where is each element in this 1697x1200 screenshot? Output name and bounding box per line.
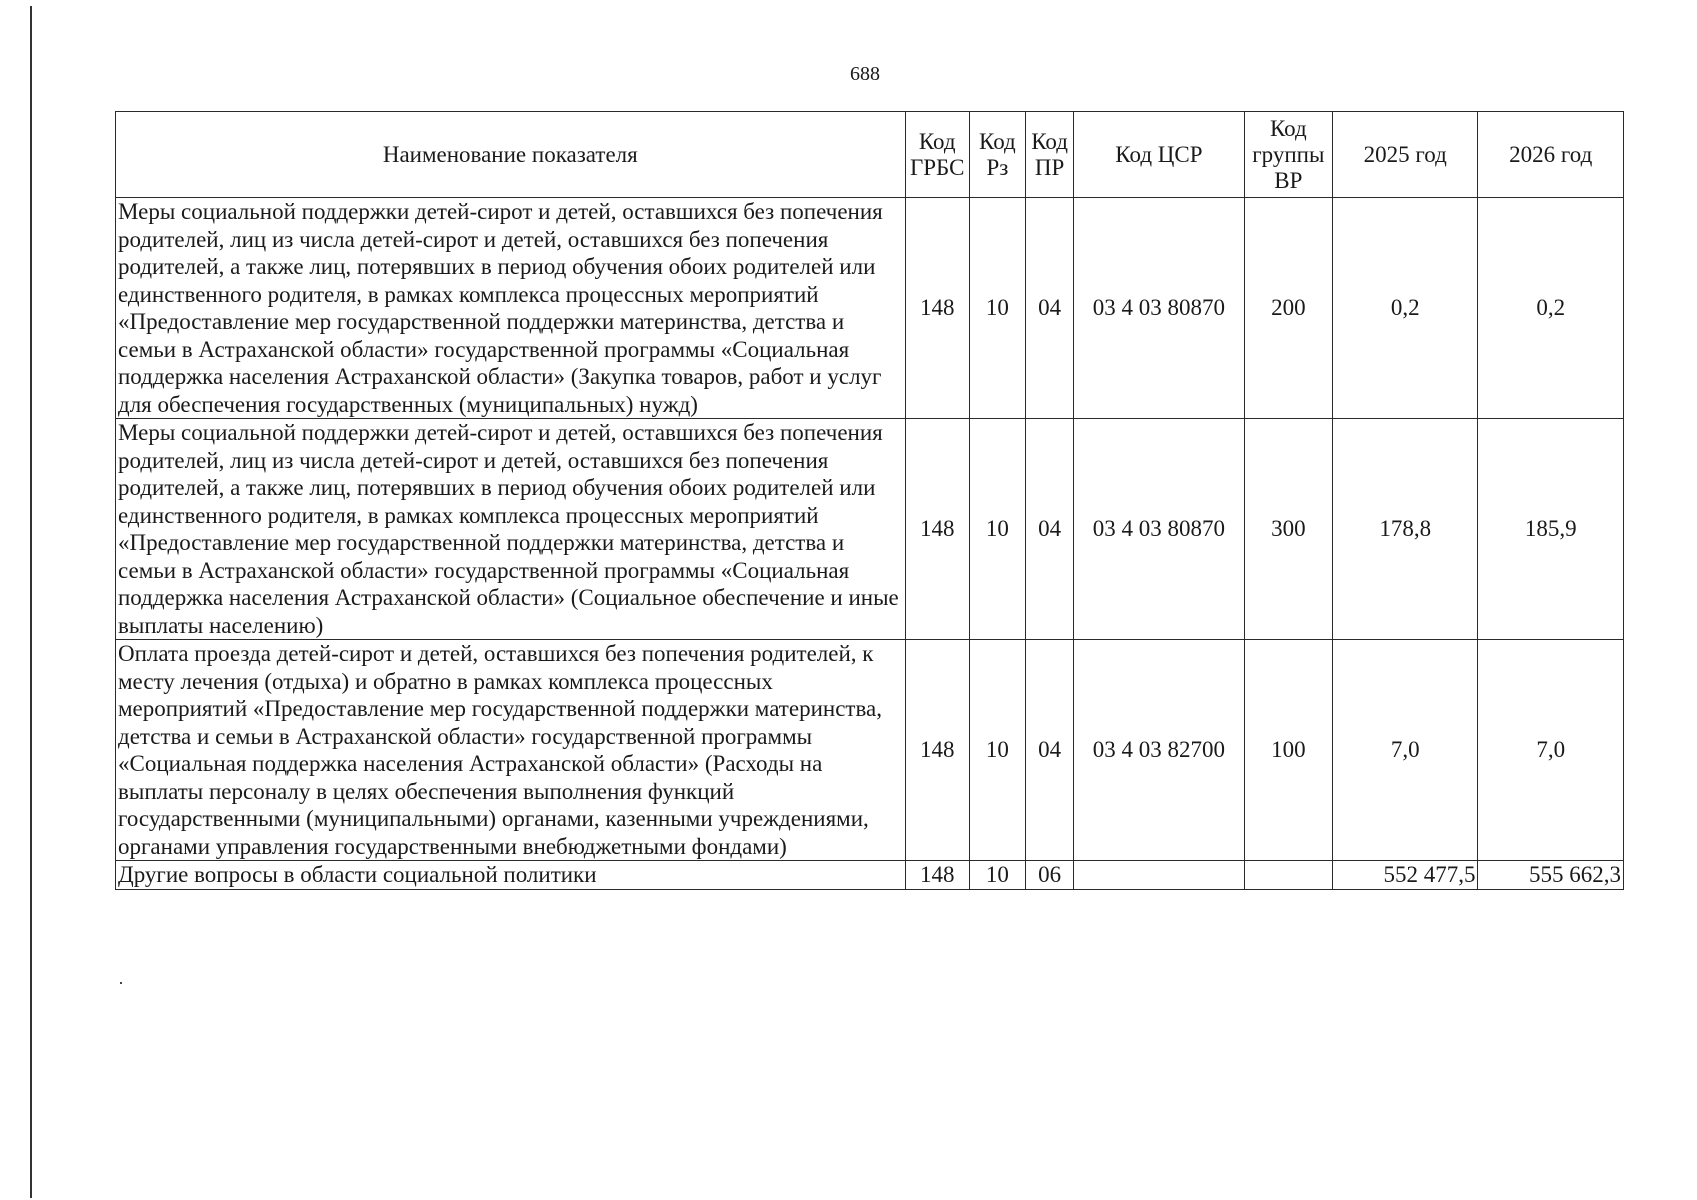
row-vr	[1244, 861, 1332, 890]
row-grbs: 148	[905, 861, 969, 890]
row-pr: 04	[1025, 198, 1073, 419]
budget-table	[115, 111, 1624, 890]
header-grbs: Код ГРБС	[905, 112, 969, 198]
row-vr: 100	[1244, 640, 1332, 861]
header-name: Наименование показателя	[116, 112, 906, 198]
row-vr: 200	[1244, 198, 1332, 419]
header-csr: Код ЦСР	[1074, 112, 1245, 198]
row-name: Оплата проезда детей-сирот и детей, оставшихся без попечения родителей, к месту лечения (отдыха) и обратно в рамках комплекса процессных мероприятий «Предоставление мер государственной поддержки материнства, детства и семьи в Астраханской области» государственной программы «Социальная поддержка населения Астраханской области» (Расходы на выплаты персоналу в целях обеспечения выполнения функций государственными (муниципальными) органами, казенными учреждениями, органами управления государственными внебюджетными фондами)	[116, 640, 906, 861]
row-rz: 10	[969, 861, 1025, 890]
table-row	[116, 419, 1624, 640]
row-2026: 0,2	[1478, 198, 1624, 419]
row-2026: 7,0	[1478, 640, 1624, 861]
row-rz: 10	[969, 640, 1025, 861]
row-2025: 178,8	[1332, 419, 1477, 640]
table-row	[116, 640, 1624, 861]
row-vr: 300	[1244, 419, 1332, 640]
scan-edge-line	[30, 6, 32, 1198]
header-vr: Код группы ВР	[1244, 112, 1332, 198]
scan-dot	[120, 982, 122, 984]
header-pr: Код ПР	[1025, 112, 1073, 198]
header-rz: Код Рз	[969, 112, 1025, 198]
row-csr: 03 4 03 82700	[1074, 640, 1245, 861]
header-2026: 2026 год	[1478, 112, 1624, 198]
page-number: 688	[850, 63, 880, 85]
row-name: Меры социальной поддержки детей-сирот и детей, оставшихся без попечения родителей, лиц из числа детей-сирот и детей, оставшихся без попечения родителей, а также лиц, потерявших в период обучения обоих родителей или единственного родителя, в рамках комплекса процессных мероприятий «Предоставление мер государственной поддержки материнства, детства и семьи в Астраханской области» государственной программы «Социальная поддержка населения Астраханской области» (Социальное обеспечение и иные выплаты населению)	[116, 419, 906, 640]
row-rz: 10	[969, 198, 1025, 419]
row-2026: 555 662,3	[1478, 861, 1624, 890]
table-row	[116, 861, 1624, 890]
table-header-row	[116, 112, 1624, 198]
row-name: Другие вопросы в области социальной политики	[116, 861, 906, 890]
row-csr	[1074, 861, 1245, 890]
row-pr: 04	[1025, 419, 1073, 640]
row-2025: 7,0	[1332, 640, 1477, 861]
row-pr: 04	[1025, 640, 1073, 861]
row-grbs: 148	[905, 198, 969, 419]
table-row	[116, 198, 1624, 419]
row-2025: 0,2	[1332, 198, 1477, 419]
row-grbs: 148	[905, 419, 969, 640]
header-2025: 2025 год	[1332, 112, 1477, 198]
row-2025: 552 477,5	[1332, 861, 1477, 890]
row-grbs: 148	[905, 640, 969, 861]
row-rz: 10	[969, 419, 1025, 640]
row-csr: 03 4 03 80870	[1074, 198, 1245, 419]
row-name: Меры социальной поддержки детей-сирот и детей, оставшихся без попечения родителей, лиц из числа детей-сирот и детей, оставшихся без попечения родителей, а также лиц, потерявших в период обучения обоих родителей или единственного родителя, в рамках комплекса процессных мероприятий «Предоставление мер государственной поддержки материнства, детства и семьи в Астраханской области» государственной программы «Социальная поддержка населения Астраханской области» (Закупка товаров, работ и услуг для обеспечения государственных (муниципальных) нужд)	[116, 198, 906, 419]
row-csr: 03 4 03 80870	[1074, 419, 1245, 640]
row-2026: 185,9	[1478, 419, 1624, 640]
row-pr: 06	[1025, 861, 1073, 890]
